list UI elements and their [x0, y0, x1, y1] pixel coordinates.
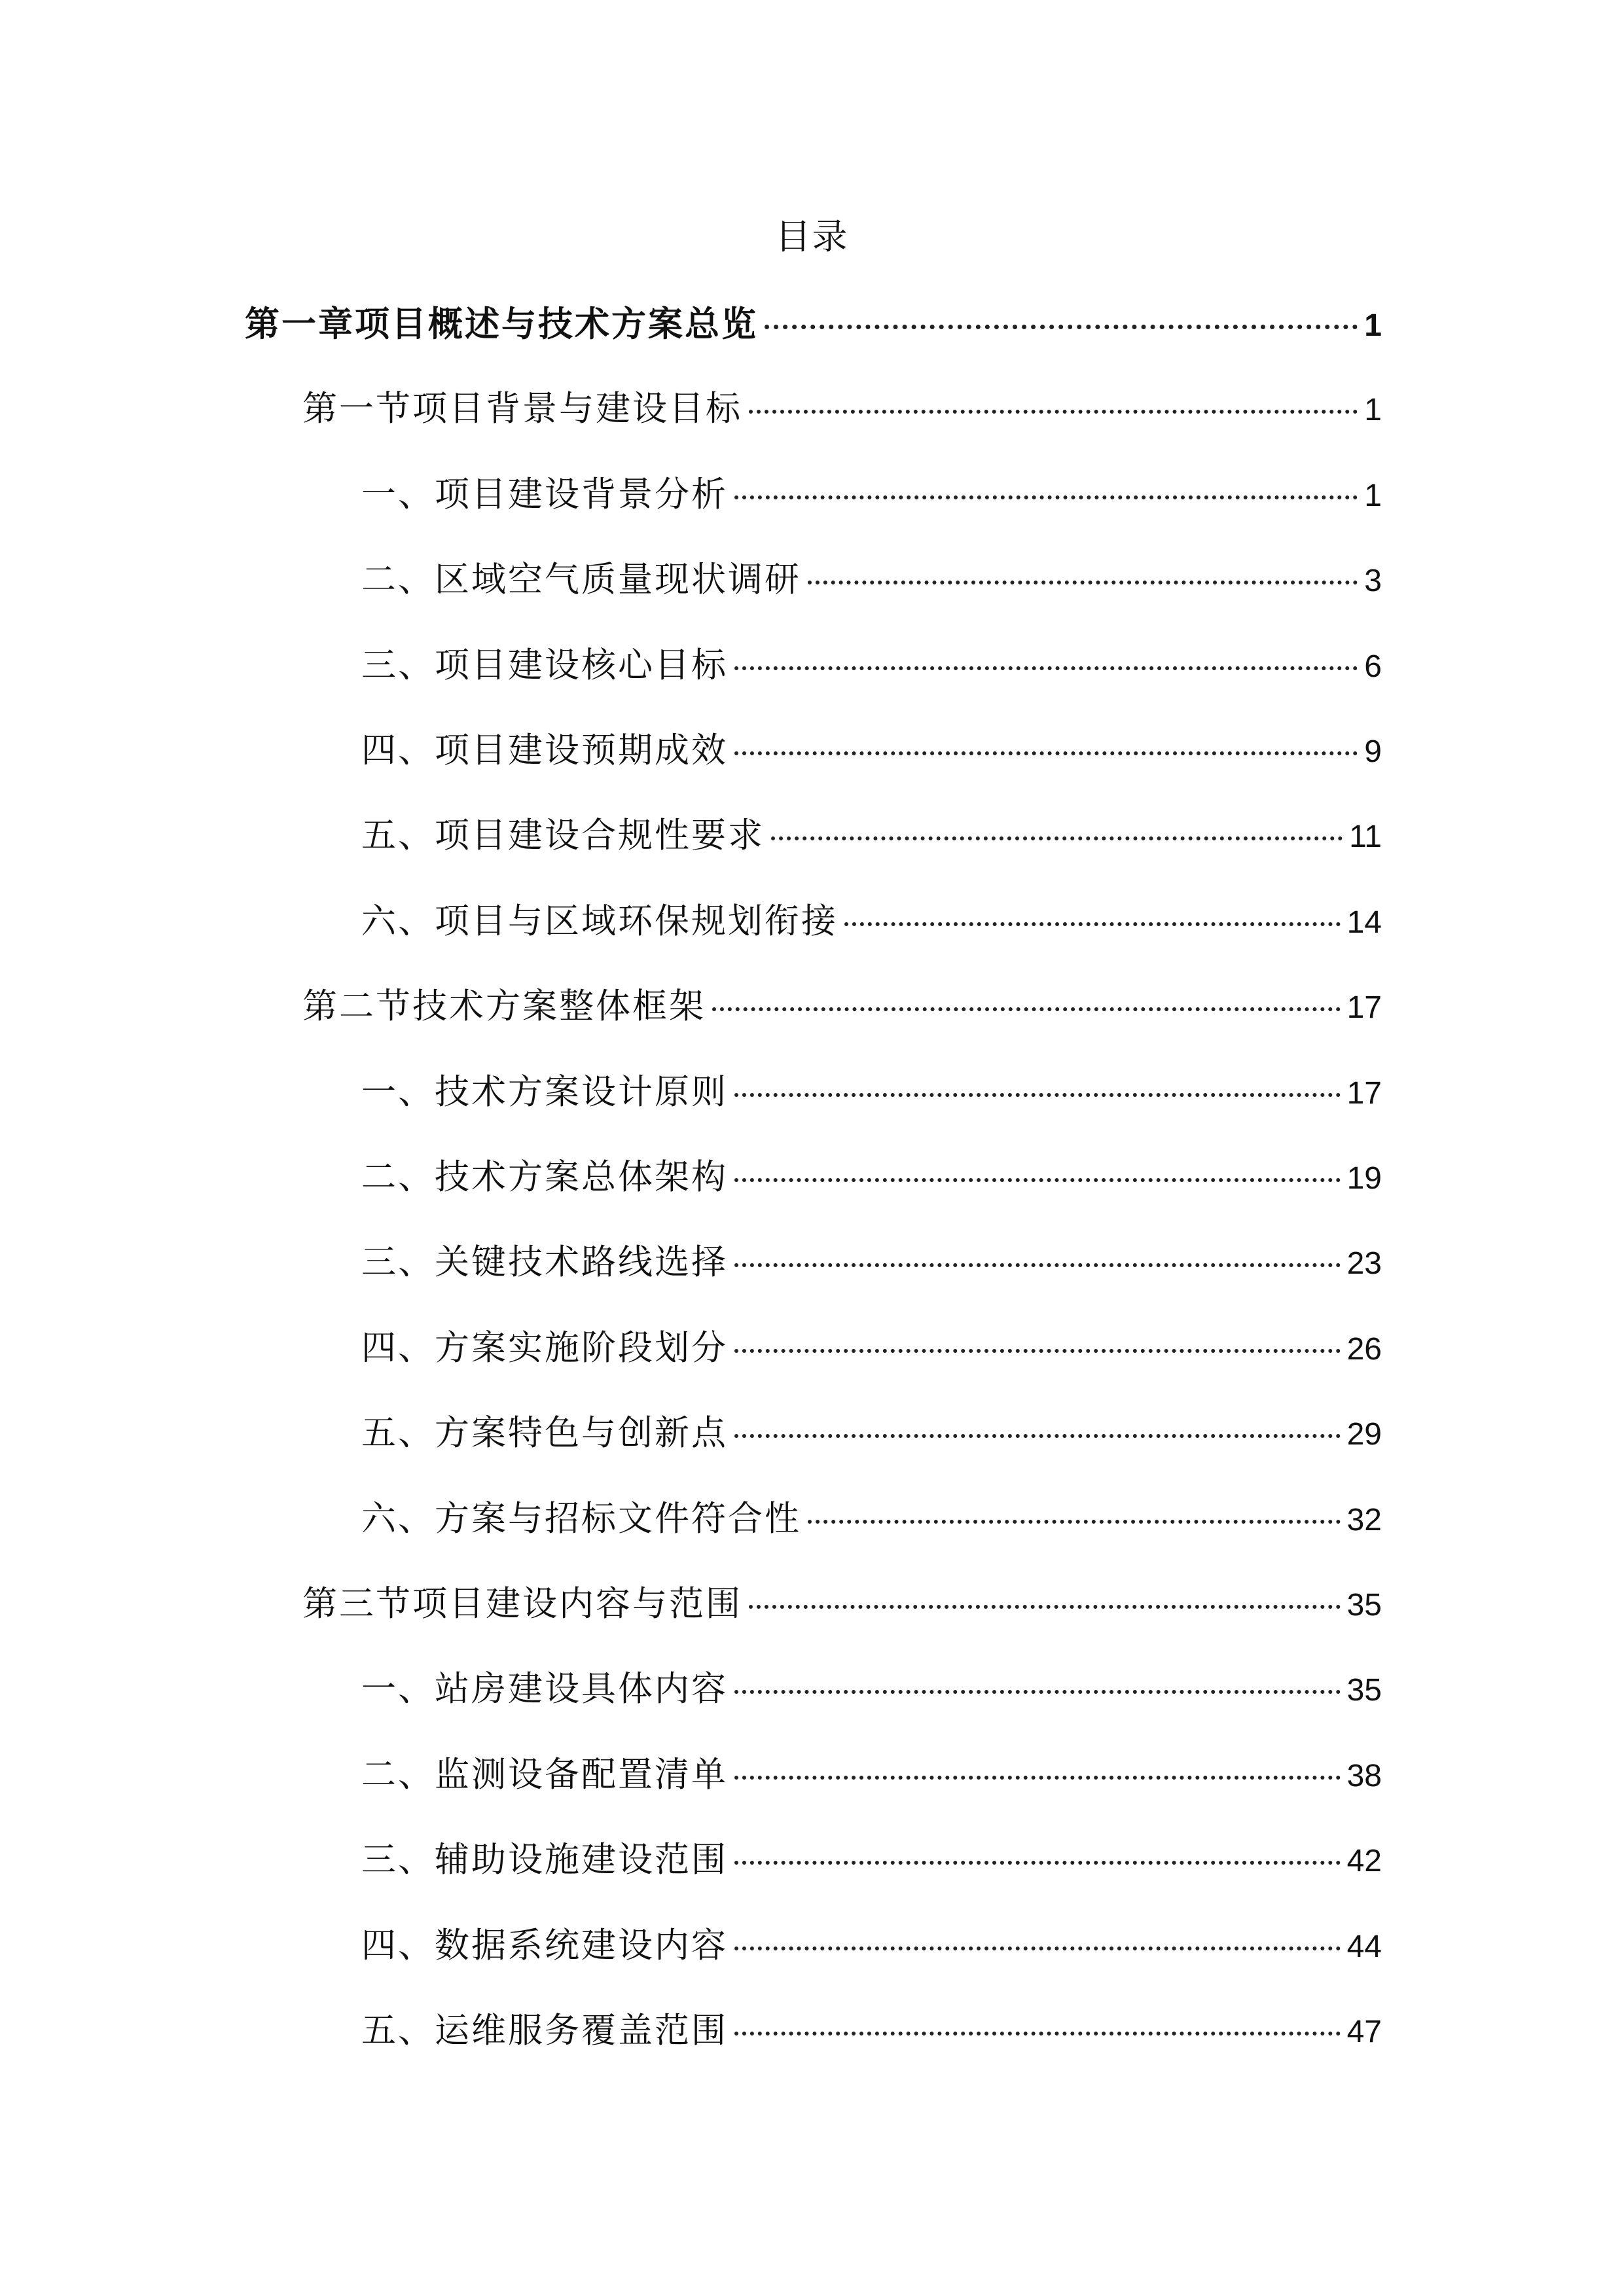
toc-entry[interactable] [302, 1578, 1382, 1630]
toc-entry-page-number: 17 [1346, 1076, 1382, 1111]
toc-entry-title: 六、方案与招标文件符合性 [361, 1499, 801, 1539]
toc-entry[interactable] [361, 469, 1382, 521]
toc-entry-page-number: 35 [1346, 1673, 1382, 1708]
toc-entry-page-number: 9 [1364, 734, 1382, 769]
toc-dot-leader [734, 2032, 1341, 2036]
toc-entry-title: 四、方案实施阶段划分 [361, 1328, 728, 1368]
toc-dot-leader [734, 1093, 1341, 1097]
toc-entry-page-number: 1 [1364, 393, 1382, 427]
toc-entry[interactable] [361, 1663, 1382, 1715]
toc-entry-page-number: 14 [1346, 905, 1382, 940]
toc-entry[interactable] [361, 554, 1382, 606]
toc-entry[interactable] [245, 298, 1382, 350]
toc-entry-title: 第二节技术方案整体框架 [302, 986, 706, 1026]
toc-entry-page-number: 42 [1346, 1844, 1382, 1878]
toc-entry-title: 一、项目建设背景分析 [361, 475, 728, 514]
toc-dot-leader [712, 1007, 1341, 1011]
toc-entry-page-number: 1 [1364, 478, 1382, 513]
toc-entry-page-number: 3 [1364, 564, 1382, 598]
toc-dot-leader [749, 1605, 1341, 1609]
toc-entry-page-number: 26 [1346, 1332, 1382, 1367]
toc-title: 目录 [775, 216, 849, 257]
toc-entry[interactable] [361, 895, 1382, 948]
toc-entry[interactable] [361, 2005, 1382, 2057]
toc-dot-leader [734, 1861, 1341, 1865]
toc-dot-leader [844, 922, 1341, 926]
toc-entry-title: 一、站房建设具体内容 [361, 1669, 728, 1709]
toc-entry-title: 第三节项目建设内容与范围 [302, 1584, 742, 1624]
toc-entry-page-number: 23 [1346, 1246, 1382, 1281]
toc-entry-title: 五、项目建设合规性要求 [361, 816, 765, 855]
toc-entry-title: 二、区域空气质量现状调研 [361, 560, 801, 600]
toc-entry[interactable] [361, 1493, 1382, 1545]
toc-dot-leader [734, 1178, 1341, 1182]
toc-dot-leader [771, 836, 1343, 840]
toc-dot-leader [734, 666, 1358, 670]
toc-entry[interactable] [361, 1322, 1382, 1374]
toc-entry[interactable] [361, 1834, 1382, 1886]
toc-entry-title: 五、方案特色与创新点 [361, 1413, 728, 1453]
toc-entry-page-number: 29 [1346, 1417, 1382, 1452]
toc-entry-page-number: 47 [1346, 2015, 1382, 2049]
toc-entry-page-number: 38 [1346, 1759, 1382, 1793]
toc-dot-leader [765, 325, 1358, 329]
toc-entry-page-number: 44 [1346, 1929, 1382, 1964]
toc-entry-title: 三、项目建设核心目标 [361, 645, 728, 685]
toc-entry-page-number: 32 [1346, 1503, 1382, 1537]
toc-dot-leader [734, 1690, 1341, 1694]
toc-entry-title: 六、项目与区域环保规划衔接 [361, 901, 838, 941]
toc-entry[interactable] [361, 1749, 1382, 1801]
toc-entry[interactable] [361, 810, 1382, 862]
toc-entry[interactable] [361, 639, 1382, 692]
toc-entry-title: 四、数据系统建设内容 [361, 1926, 728, 1965]
toc-entry-title: 第一章项目概述与技术方案总览 [245, 304, 758, 344]
toc-entry-title: 一、技术方案设计原则 [361, 1072, 728, 1112]
toc-entry[interactable] [361, 1407, 1382, 1460]
toc-entry-title: 三、关键技术路线选择 [361, 1242, 728, 1282]
toc-entry-title: 第一节项目背景与建设目标 [302, 389, 742, 429]
toc-entry[interactable] [361, 1151, 1382, 1204]
toc-entry-page-number: 19 [1346, 1161, 1382, 1196]
toc-dot-leader [749, 410, 1358, 414]
toc-entry-page-number: 1 [1364, 308, 1382, 343]
toc-entry[interactable] [302, 383, 1382, 435]
toc-dot-leader [734, 1349, 1341, 1353]
toc-entry-title: 二、技术方案总体架构 [361, 1157, 728, 1197]
toc-entry[interactable] [361, 725, 1382, 777]
toc-dot-leader [734, 751, 1358, 755]
toc-entry-title: 五、运维服务覆盖范围 [361, 2011, 728, 2051]
toc-entry-page-number: 11 [1349, 819, 1382, 854]
toc-entry-page-number: 17 [1346, 990, 1382, 1025]
toc-dot-leader [734, 1263, 1341, 1267]
toc-entry[interactable] [302, 980, 1382, 1033]
toc-dot-leader [808, 581, 1358, 584]
toc-dot-leader [734, 1776, 1341, 1780]
toc-dot-leader [734, 1434, 1341, 1438]
toc-dot-leader [808, 1520, 1341, 1524]
toc-entry[interactable] [361, 1066, 1382, 1119]
toc-entry-page-number: 6 [1364, 649, 1382, 684]
toc-entry-title: 四、项目建设预期成效 [361, 730, 728, 770]
toc-entry-title: 二、监测设备配置清单 [361, 1755, 728, 1795]
toc-entry[interactable] [361, 1920, 1382, 1972]
toc-dot-leader [734, 495, 1358, 499]
toc-entry-page-number: 35 [1346, 1588, 1382, 1623]
toc-dot-leader [734, 1946, 1341, 1950]
toc-entry-title: 三、辅助设施建设范围 [361, 1840, 728, 1880]
toc-entry[interactable] [361, 1236, 1382, 1289]
